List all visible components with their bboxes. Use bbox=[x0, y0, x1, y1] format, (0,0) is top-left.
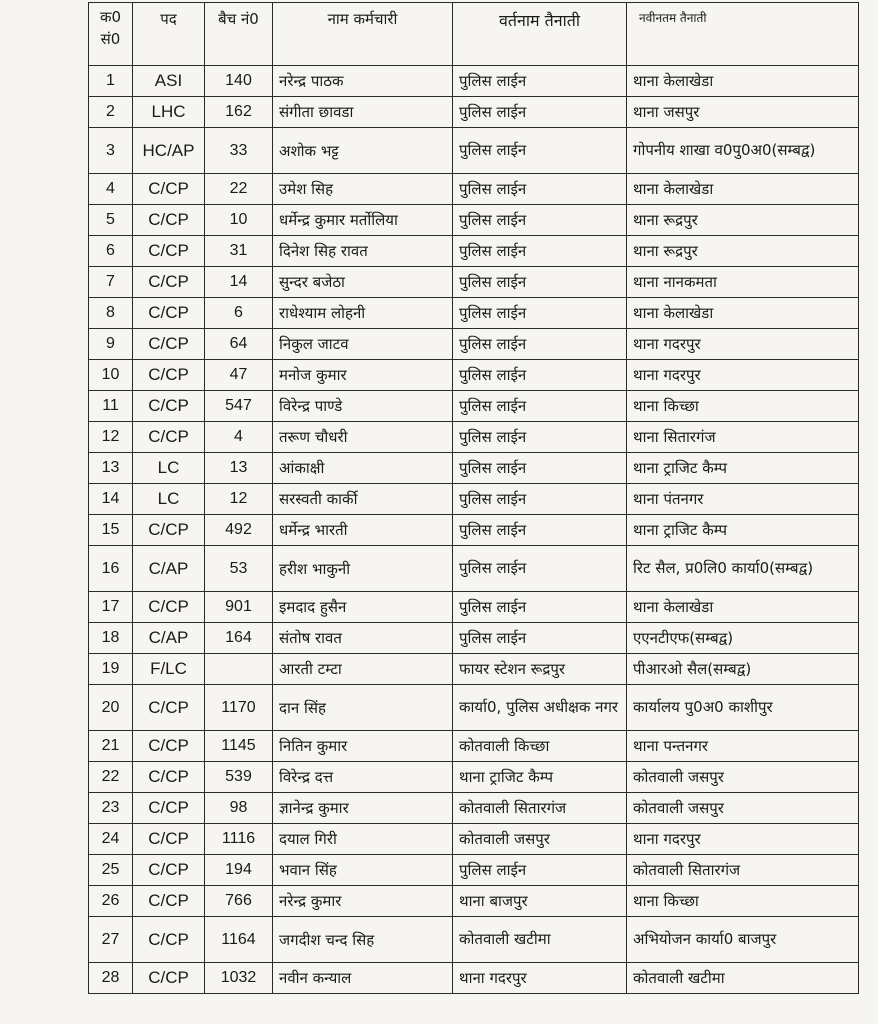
table-row bbox=[89, 886, 859, 917]
header-rank: पद bbox=[133, 3, 205, 66]
new-posting-cell: थाना गदरपुर bbox=[627, 329, 859, 360]
serial-number-cell: 11 bbox=[89, 391, 133, 422]
rank-cell: C/CP bbox=[133, 685, 205, 731]
current-posting-cell: कोतवाली किच्छा bbox=[453, 731, 627, 762]
employee-name-cell: दान सिंह bbox=[273, 685, 453, 731]
serial-number-cell: 19 bbox=[89, 654, 133, 685]
table-row bbox=[89, 236, 859, 267]
rank-cell: C/CP bbox=[133, 205, 205, 236]
rank-cell: HC/AP bbox=[133, 128, 205, 174]
current-posting-cell: पुलिस लाईन bbox=[453, 623, 627, 654]
header-serial-line1: क0 bbox=[99, 8, 122, 26]
employee-name-cell: इमदाद हुसैन bbox=[273, 592, 453, 623]
new-posting-cell: थाना केलाखेडा bbox=[627, 174, 859, 205]
rank-cell: C/CP bbox=[133, 917, 205, 963]
employee-name-cell: जगदीश चन्द सिह bbox=[273, 917, 453, 963]
current-posting-cell: पुलिस लाईन bbox=[453, 128, 627, 174]
table-row bbox=[89, 484, 859, 515]
table-row bbox=[89, 66, 859, 97]
serial-number-cell: 27 bbox=[89, 917, 133, 963]
new-posting-cell: कोतवाली जसपुर bbox=[627, 762, 859, 793]
serial-number-cell: 2 bbox=[89, 97, 133, 128]
new-posting-cell: अभियोजन कार्या0 बाजपुर bbox=[627, 917, 859, 963]
employee-name-cell: नितिन कुमार bbox=[273, 731, 453, 762]
serial-number-cell: 22 bbox=[89, 762, 133, 793]
serial-number-cell: 6 bbox=[89, 236, 133, 267]
table-row bbox=[89, 855, 859, 886]
table-row bbox=[89, 205, 859, 236]
badge-number-cell bbox=[205, 654, 273, 685]
serial-number-cell: 26 bbox=[89, 886, 133, 917]
current-posting-cell: पुलिस लाईन bbox=[453, 298, 627, 329]
table-row bbox=[89, 824, 859, 855]
serial-number-cell: 15 bbox=[89, 515, 133, 546]
current-posting-cell: पुलिस लाईन bbox=[453, 360, 627, 391]
new-posting-cell: थाना रूद्रपुर bbox=[627, 205, 859, 236]
rank-cell: LC bbox=[133, 484, 205, 515]
serial-number-cell: 17 bbox=[89, 592, 133, 623]
table-row bbox=[89, 128, 859, 174]
new-posting-cell: थाना रूद्रपुर bbox=[627, 236, 859, 267]
serial-number-cell: 9 bbox=[89, 329, 133, 360]
current-posting-cell: पुलिस लाईन bbox=[453, 453, 627, 484]
employee-name-cell: सरस्वती कार्की bbox=[273, 484, 453, 515]
badge-number-cell: 539 bbox=[205, 762, 273, 793]
badge-number-cell: 14 bbox=[205, 267, 273, 298]
new-posting-cell: पीआरओ सैल(सम्बद्व) bbox=[627, 654, 859, 685]
employee-name-cell: आरती टम्टा bbox=[273, 654, 453, 685]
rank-cell: C/CP bbox=[133, 963, 205, 994]
new-posting-cell: एएनटीएफ(सम्बद्व) bbox=[627, 623, 859, 654]
header-current-posting: वर्तनाम तैनाती bbox=[453, 3, 627, 66]
employee-name-cell: राधेश्याम लोहनी bbox=[273, 298, 453, 329]
badge-number-cell: 10 bbox=[205, 205, 273, 236]
current-posting-cell: कोतवाली खटीमा bbox=[453, 917, 627, 963]
employee-name-cell: तरूण चौधरी bbox=[273, 422, 453, 453]
employee-name-cell: मनोज कुमार bbox=[273, 360, 453, 391]
serial-number-cell: 18 bbox=[89, 623, 133, 654]
badge-number-cell: 53 bbox=[205, 546, 273, 592]
serial-number-cell: 3 bbox=[89, 128, 133, 174]
current-posting-cell: पुलिस लाईन bbox=[453, 391, 627, 422]
current-posting-cell: पुलिस लाईन bbox=[453, 236, 627, 267]
table-row bbox=[89, 592, 859, 623]
table-row bbox=[89, 267, 859, 298]
new-posting-cell: थाना केलाखेडा bbox=[627, 592, 859, 623]
table-row bbox=[89, 515, 859, 546]
current-posting-cell: थाना बाजपुर bbox=[453, 886, 627, 917]
table-row bbox=[89, 917, 859, 963]
badge-number-cell: 98 bbox=[205, 793, 273, 824]
current-posting-cell: पुलिस लाईन bbox=[453, 855, 627, 886]
current-posting-cell: पुलिस लाईन bbox=[453, 174, 627, 205]
badge-number-cell: 901 bbox=[205, 592, 273, 623]
rank-cell: C/AP bbox=[133, 546, 205, 592]
rank-cell: C/CP bbox=[133, 793, 205, 824]
table-row bbox=[89, 422, 859, 453]
rank-cell: C/CP bbox=[133, 360, 205, 391]
serial-number-cell: 4 bbox=[89, 174, 133, 205]
table-row bbox=[89, 793, 859, 824]
rank-cell: F/LC bbox=[133, 654, 205, 685]
rank-cell: C/CP bbox=[133, 174, 205, 205]
serial-number-cell: 24 bbox=[89, 824, 133, 855]
rank-cell: C/AP bbox=[133, 623, 205, 654]
new-posting-cell: थाना किच्छा bbox=[627, 391, 859, 422]
table-header-row bbox=[89, 3, 859, 66]
rank-cell: C/CP bbox=[133, 298, 205, 329]
employee-name-cell: संगीता छावडा bbox=[273, 97, 453, 128]
serial-number-cell: 1 bbox=[89, 66, 133, 97]
new-posting-cell: थाना ट्राजिट कैम्प bbox=[627, 515, 859, 546]
new-posting-cell: थाना केलाखेडा bbox=[627, 298, 859, 329]
employee-name-cell: दयाल गिरी bbox=[273, 824, 453, 855]
table-row bbox=[89, 685, 859, 731]
serial-number-cell: 25 bbox=[89, 855, 133, 886]
table-row bbox=[89, 97, 859, 128]
employee-name-cell: नवीन कन्याल bbox=[273, 963, 453, 994]
new-posting-cell: थाना किच्छा bbox=[627, 886, 859, 917]
header-employee-name: नाम कर्मचारी bbox=[273, 3, 453, 66]
current-posting-cell: कोतवाली जसपुर bbox=[453, 824, 627, 855]
new-posting-cell: थाना नानकमता bbox=[627, 267, 859, 298]
badge-number-cell: 12 bbox=[205, 484, 273, 515]
current-posting-cell: पुलिस लाईन bbox=[453, 422, 627, 453]
employee-name-cell: दिनेश सिह रावत bbox=[273, 236, 453, 267]
rank-cell: C/CP bbox=[133, 731, 205, 762]
current-posting-cell: कार्या0, पुलिस अधीक्षक नगर bbox=[453, 685, 627, 731]
badge-number-cell: 33 bbox=[205, 128, 273, 174]
current-posting-cell: फायर स्टेशन रूद्रपुर bbox=[453, 654, 627, 685]
table-row bbox=[89, 546, 859, 592]
serial-number-cell: 20 bbox=[89, 685, 133, 731]
new-posting-cell: थाना जसपुर bbox=[627, 97, 859, 128]
new-posting-cell: थाना गदरपुर bbox=[627, 824, 859, 855]
table-row bbox=[89, 329, 859, 360]
employee-name-cell: ज्ञानेन्द्र कुमार bbox=[273, 793, 453, 824]
rank-cell: C/CP bbox=[133, 824, 205, 855]
current-posting-cell: पुलिस लाईन bbox=[453, 66, 627, 97]
current-posting-cell: कोतवाली सितारगंज bbox=[453, 793, 627, 824]
rank-cell: C/CP bbox=[133, 515, 205, 546]
employee-name-cell: धर्मेन्द्र भारती bbox=[273, 515, 453, 546]
badge-number-cell: 194 bbox=[205, 855, 273, 886]
header-badge-number: बैच नं0 bbox=[205, 3, 273, 66]
table-body bbox=[89, 66, 859, 994]
employee-name-cell: सुन्दर बजेठा bbox=[273, 267, 453, 298]
rank-cell: ASI bbox=[133, 66, 205, 97]
employee-name-cell: उमेश सिह bbox=[273, 174, 453, 205]
employee-name-cell: संतोष रावत bbox=[273, 623, 453, 654]
header-serial-number bbox=[89, 3, 133, 66]
serial-number-cell: 16 bbox=[89, 546, 133, 592]
new-posting-cell: कोतवाली जसपुर bbox=[627, 793, 859, 824]
new-posting-cell: थाना सितारगंज bbox=[627, 422, 859, 453]
current-posting-cell: पुलिस लाईन bbox=[453, 205, 627, 236]
current-posting-cell: पुलिस लाईन bbox=[453, 592, 627, 623]
badge-number-cell: 162 bbox=[205, 97, 273, 128]
badge-number-cell: 64 bbox=[205, 329, 273, 360]
table-row bbox=[89, 298, 859, 329]
rank-cell: C/CP bbox=[133, 592, 205, 623]
new-posting-cell: गोपनीय शाखा व0पु0अ0(सम्बद्व) bbox=[627, 128, 859, 174]
current-posting-cell: पुलिस लाईन bbox=[453, 97, 627, 128]
serial-number-cell: 12 bbox=[89, 422, 133, 453]
serial-number-cell: 7 bbox=[89, 267, 133, 298]
serial-number-cell: 8 bbox=[89, 298, 133, 329]
serial-number-cell: 28 bbox=[89, 963, 133, 994]
badge-number-cell: 1164 bbox=[205, 917, 273, 963]
current-posting-cell: पुलिस लाईन bbox=[453, 329, 627, 360]
table-row bbox=[89, 360, 859, 391]
rank-cell: C/CP bbox=[133, 329, 205, 360]
header-new-posting: नवीनतम तैनाती bbox=[627, 3, 859, 66]
new-posting-cell: थाना पंतनगर bbox=[627, 484, 859, 515]
new-posting-cell: रिट सैल, प्र0लि0 कार्या0(सम्बद्व) bbox=[627, 546, 859, 592]
badge-number-cell: 47 bbox=[205, 360, 273, 391]
employee-name-cell: अशोक भट्ट bbox=[273, 128, 453, 174]
rank-cell: C/CP bbox=[133, 391, 205, 422]
badge-number-cell: 1145 bbox=[205, 731, 273, 762]
rank-cell: C/CP bbox=[133, 886, 205, 917]
badge-number-cell: 1032 bbox=[205, 963, 273, 994]
badge-number-cell: 4 bbox=[205, 422, 273, 453]
current-posting-cell: पुलिस लाईन bbox=[453, 515, 627, 546]
employee-name-cell: निकुल जाटव bbox=[273, 329, 453, 360]
employee-name-cell: धर्मेन्द्र कुमार मर्तोलिया bbox=[273, 205, 453, 236]
serial-number-cell: 23 bbox=[89, 793, 133, 824]
rank-cell: LHC bbox=[133, 97, 205, 128]
badge-number-cell: 766 bbox=[205, 886, 273, 917]
table-row bbox=[89, 174, 859, 205]
rank-cell: C/CP bbox=[133, 236, 205, 267]
new-posting-cell: कार्यालय पु0अ0 काशीपुर bbox=[627, 685, 859, 731]
current-posting-cell: थाना गदरपुर bbox=[453, 963, 627, 994]
table-row bbox=[89, 762, 859, 793]
new-posting-cell: कोतवाली खटीमा bbox=[627, 963, 859, 994]
badge-number-cell: 1170 bbox=[205, 685, 273, 731]
badge-number-cell: 164 bbox=[205, 623, 273, 654]
badge-number-cell: 492 bbox=[205, 515, 273, 546]
serial-number-cell: 5 bbox=[89, 205, 133, 236]
employee-name-cell: हरीश भाकुनी bbox=[273, 546, 453, 592]
badge-number-cell: 31 bbox=[205, 236, 273, 267]
current-posting-cell: पुलिस लाईन bbox=[453, 484, 627, 515]
rank-cell: C/CP bbox=[133, 267, 205, 298]
table-row bbox=[89, 391, 859, 422]
serial-number-cell: 13 bbox=[89, 453, 133, 484]
badge-number-cell: 547 bbox=[205, 391, 273, 422]
new-posting-cell: थाना गदरपुर bbox=[627, 360, 859, 391]
table-row bbox=[89, 731, 859, 762]
serial-number-cell: 10 bbox=[89, 360, 133, 391]
new-posting-cell: थाना पन्तनगर bbox=[627, 731, 859, 762]
transfer-roster-table bbox=[88, 2, 859, 994]
current-posting-cell: पुलिस लाईन bbox=[453, 546, 627, 592]
rank-cell: C/CP bbox=[133, 855, 205, 886]
new-posting-cell: थाना केलाखेडा bbox=[627, 66, 859, 97]
new-posting-cell: कोतवाली सितारगंज bbox=[627, 855, 859, 886]
table-row bbox=[89, 963, 859, 994]
employee-name-cell: नरेन्द्र कुमार bbox=[273, 886, 453, 917]
employee-name-cell: नरेन्द्र पाठक bbox=[273, 66, 453, 97]
serial-number-cell: 21 bbox=[89, 731, 133, 762]
table-row bbox=[89, 453, 859, 484]
rank-cell: C/CP bbox=[133, 422, 205, 453]
badge-number-cell: 1116 bbox=[205, 824, 273, 855]
current-posting-cell: पुलिस लाईन bbox=[453, 267, 627, 298]
badge-number-cell: 22 bbox=[205, 174, 273, 205]
employee-name-cell: भवान सिंह bbox=[273, 855, 453, 886]
serial-number-cell: 14 bbox=[89, 484, 133, 515]
employee-name-cell: विरेन्द्र दत्त bbox=[273, 762, 453, 793]
table-row bbox=[89, 654, 859, 685]
badge-number-cell: 6 bbox=[205, 298, 273, 329]
table-row bbox=[89, 623, 859, 654]
employee-name-cell: विरेन्द्र पाण्डे bbox=[273, 391, 453, 422]
header-serial-line2: सं0 bbox=[100, 30, 121, 48]
current-posting-cell: थाना ट्राजिट कैम्प bbox=[453, 762, 627, 793]
badge-number-cell: 140 bbox=[205, 66, 273, 97]
new-posting-cell: थाना ट्राजिट कैम्प bbox=[627, 453, 859, 484]
rank-cell: C/CP bbox=[133, 762, 205, 793]
employee-name-cell: आंकाक्षी bbox=[273, 453, 453, 484]
badge-number-cell: 13 bbox=[205, 453, 273, 484]
rank-cell: LC bbox=[133, 453, 205, 484]
